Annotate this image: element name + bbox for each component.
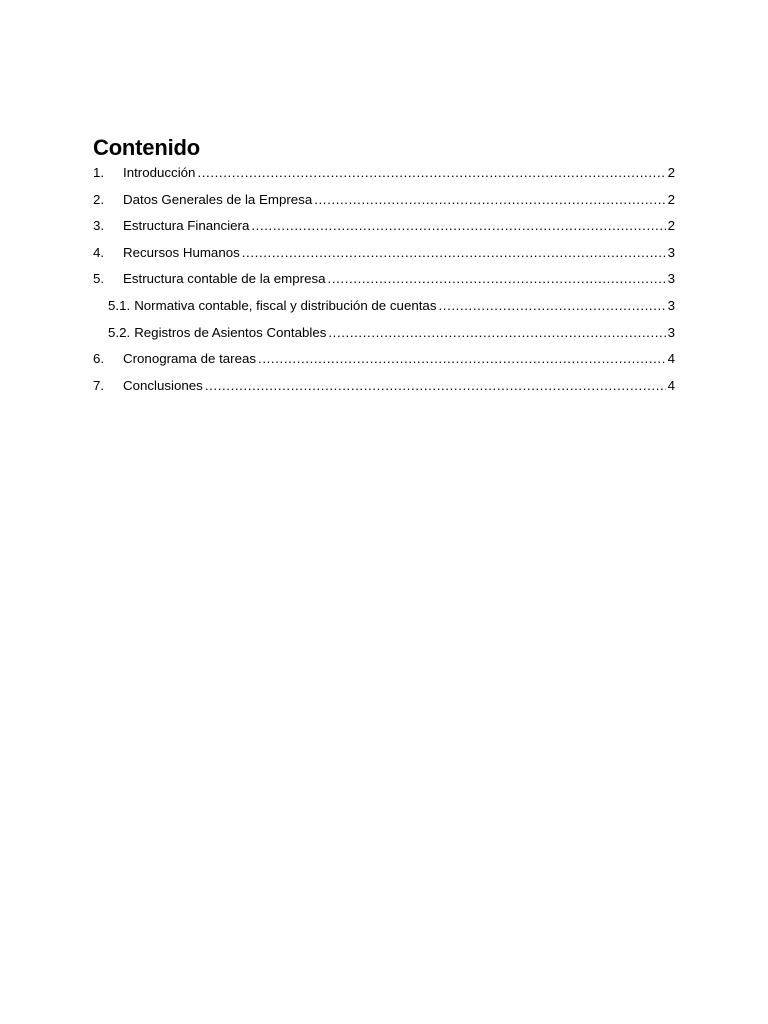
toc-entry-estructura-contable[interactable] [93, 269, 675, 296]
toc-entry-normativa-contable[interactable] [93, 296, 675, 323]
toc-entry-datos-generales[interactable] [93, 190, 675, 217]
toc-entry-registros-asientos[interactable] [93, 323, 675, 350]
toc-dot-leader [314, 190, 665, 210]
toc-entry-introduccion[interactable] [93, 163, 675, 190]
toc-entry-number: 5.1. [108, 297, 131, 313]
toc-entry-number: 7. [93, 377, 105, 393]
toc-entry-number: 5.2. [108, 324, 131, 340]
toc-entry-text: Normativa contable, fiscal y distribución de cuentas [134, 297, 437, 313]
toc-entry-text: Datos Generales de la Empresa [123, 191, 313, 207]
toc-entry-page: 3 [667, 324, 675, 340]
toc-entry-number: 2. [93, 191, 105, 207]
toc-entry-page: 2 [667, 165, 675, 180]
toc-dot-leader [242, 243, 666, 263]
toc-entry-text: Estructura Financiera [123, 218, 250, 234]
toc-entry-page: 3 [667, 244, 675, 260]
table-of-contents [93, 134, 675, 402]
toc-dot-leader [328, 269, 666, 289]
toc-entry-page: 4 [667, 351, 675, 367]
toc-dot-leader [205, 376, 666, 396]
toc-entry-text: Registros de Asientos Contables [134, 324, 327, 340]
toc-entry-recursos-humanos[interactable] [93, 243, 675, 270]
toc-entry-text: Conclusiones [123, 377, 203, 393]
toc-entry-number: 6. [93, 351, 105, 367]
toc-dot-leader [258, 349, 666, 369]
toc-entry-number: 5. [93, 271, 105, 287]
toc-list [93, 163, 675, 402]
toc-entry-page: 3 [667, 271, 675, 287]
toc-title: Contenido [93, 135, 200, 160]
toc-entry-conclusiones[interactable] [93, 376, 675, 403]
toc-entry-number: 1. [93, 165, 105, 180]
toc-entry-number: 4. [93, 244, 105, 260]
toc-entry-text: Cronograma de tareas [123, 351, 257, 367]
toc-entry-text: Introducción [123, 165, 196, 180]
toc-dot-leader [197, 163, 665, 183]
toc-entry-estructura-financiera[interactable] [93, 216, 675, 243]
toc-entry-page: 2 [667, 218, 675, 234]
toc-entry-number: 3. [93, 218, 105, 234]
toc-entry-page: 4 [667, 377, 675, 393]
toc-entry-page: 2 [667, 191, 675, 207]
toc-dot-leader [438, 296, 665, 316]
toc-entry-cronograma[interactable] [93, 349, 675, 376]
toc-dot-leader [251, 216, 665, 236]
toc-entry-text: Estructura contable de la empresa [123, 271, 326, 287]
toc-entry-text: Recursos Humanos [123, 244, 240, 260]
toc-entry-page: 3 [667, 297, 675, 313]
toc-dot-leader [328, 323, 665, 343]
